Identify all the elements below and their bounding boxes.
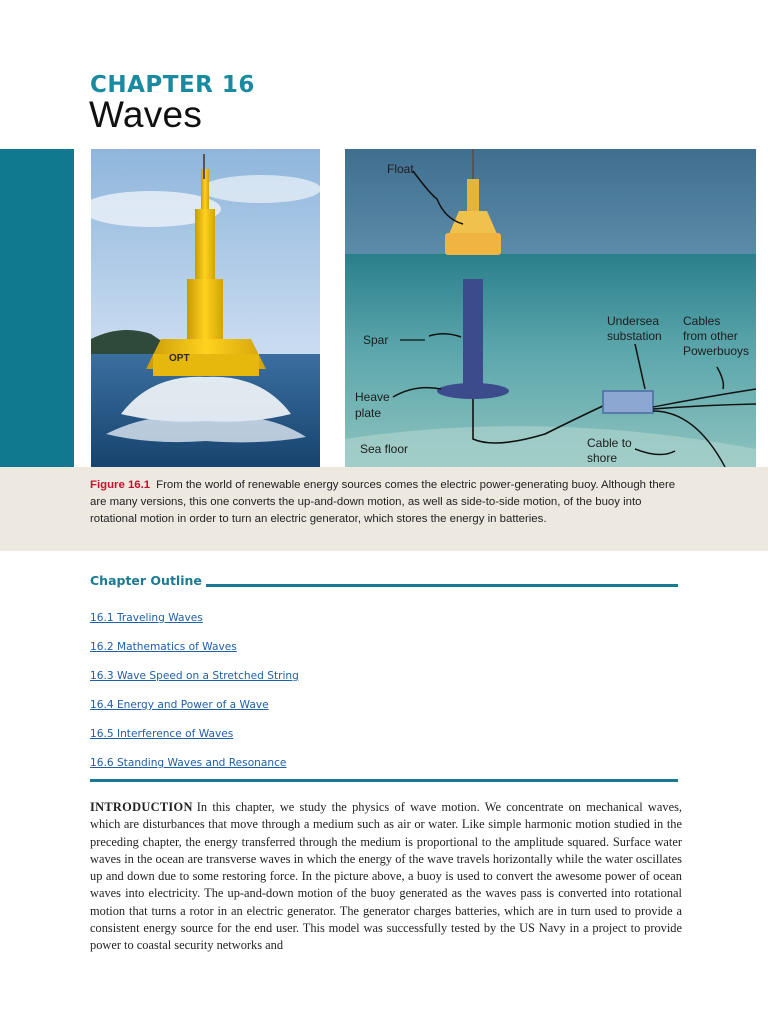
label-sea-floor: Sea floor xyxy=(360,442,409,456)
outline-link-16-6[interactable]: 16.6 Standing Waves and Resonance xyxy=(90,757,287,769)
outline-link-16-1[interactable]: 16.1 Traveling Waves xyxy=(90,612,203,624)
outline-link-16-4[interactable]: 16.4 Energy and Power of a Wave xyxy=(90,699,269,711)
outline-item xyxy=(90,637,237,655)
label-spar: Spar xyxy=(363,333,389,347)
introduction-paragraph xyxy=(90,799,682,955)
chapter-title: Waves xyxy=(89,94,203,135)
buoy-photo xyxy=(91,149,320,467)
chapter-outline-heading: Chapter Outline xyxy=(90,573,202,588)
outline-item xyxy=(90,724,233,742)
label-substation-1: Undersea xyxy=(607,314,660,328)
chapter-number: CHAPTER 16 xyxy=(90,72,255,98)
outline-link-16-3[interactable]: 16.3 Wave Speed on a Stretched String xyxy=(90,670,299,682)
outline-divider-top xyxy=(206,584,678,587)
label-substation-2: substation xyxy=(607,329,662,343)
label-heave-2: plate xyxy=(355,406,382,420)
introduction-text: In this chapter, we study the physics of wave motion. We concentrate on mechanical waves, which are disturbances that move through a medium such as air or water. Like simple harmonic motion studied in the preceding chapter, the energy transferred through the medium is proportional to the amplitude squared. Surface water waves in the ocean are transverse waves in which the energy of the wave travels horizontally while the water oscillates up and down due to some restoring force. In the picture above, a buoy is used to convert the awesome power of ocean waves into electricity. The up-and-down motion of the buoy generated as the waves pass is converted into rotational motion that turns a rotor in an electric generator. The generator charges batteries, which are in turn used to provide a consistent energy source for the end user. This model was successfully tested by the US Navy in a project to provide power to coastal security networks and xyxy=(90,800,682,953)
figure-caption-text: From the world of renewable energy sources comes the electric power-generating buoy. Although there are many versions, this one converts the up-and-down motion, as well as side-to-side motion, of the buoy into rotational motion in order to turn an electric generator, which stores the energy in batteries. xyxy=(90,479,676,525)
introduction-lead: INTRODUCTION xyxy=(90,800,193,814)
outline-item xyxy=(90,753,286,771)
label-cables-1: Cables xyxy=(683,314,721,328)
figure-caption xyxy=(90,477,690,528)
label-heave-1: Heave xyxy=(355,390,390,404)
figure-label: Figure 16.1 xyxy=(90,479,151,491)
label-float: Float xyxy=(387,162,414,176)
outline-item xyxy=(90,695,269,713)
outline-item xyxy=(90,608,203,626)
label-cables-3: Powerbuoys xyxy=(683,344,750,358)
buoy-system-diagram xyxy=(345,149,756,467)
label-cable-shore-2: shore xyxy=(587,451,618,465)
label-cables-2: from other xyxy=(683,329,738,343)
outline-divider-bottom xyxy=(90,779,678,782)
outline-item xyxy=(90,666,299,684)
label-cable-shore-1: Cable to xyxy=(587,436,632,450)
outline-link-16-5[interactable]: 16.5 Interference of Waves xyxy=(90,728,234,740)
outline-link-16-2[interactable]: 16.2 Mathematics of Waves xyxy=(90,641,237,653)
decorative-accent-bar xyxy=(0,149,74,468)
photo-logo-text: OPT xyxy=(169,353,190,364)
